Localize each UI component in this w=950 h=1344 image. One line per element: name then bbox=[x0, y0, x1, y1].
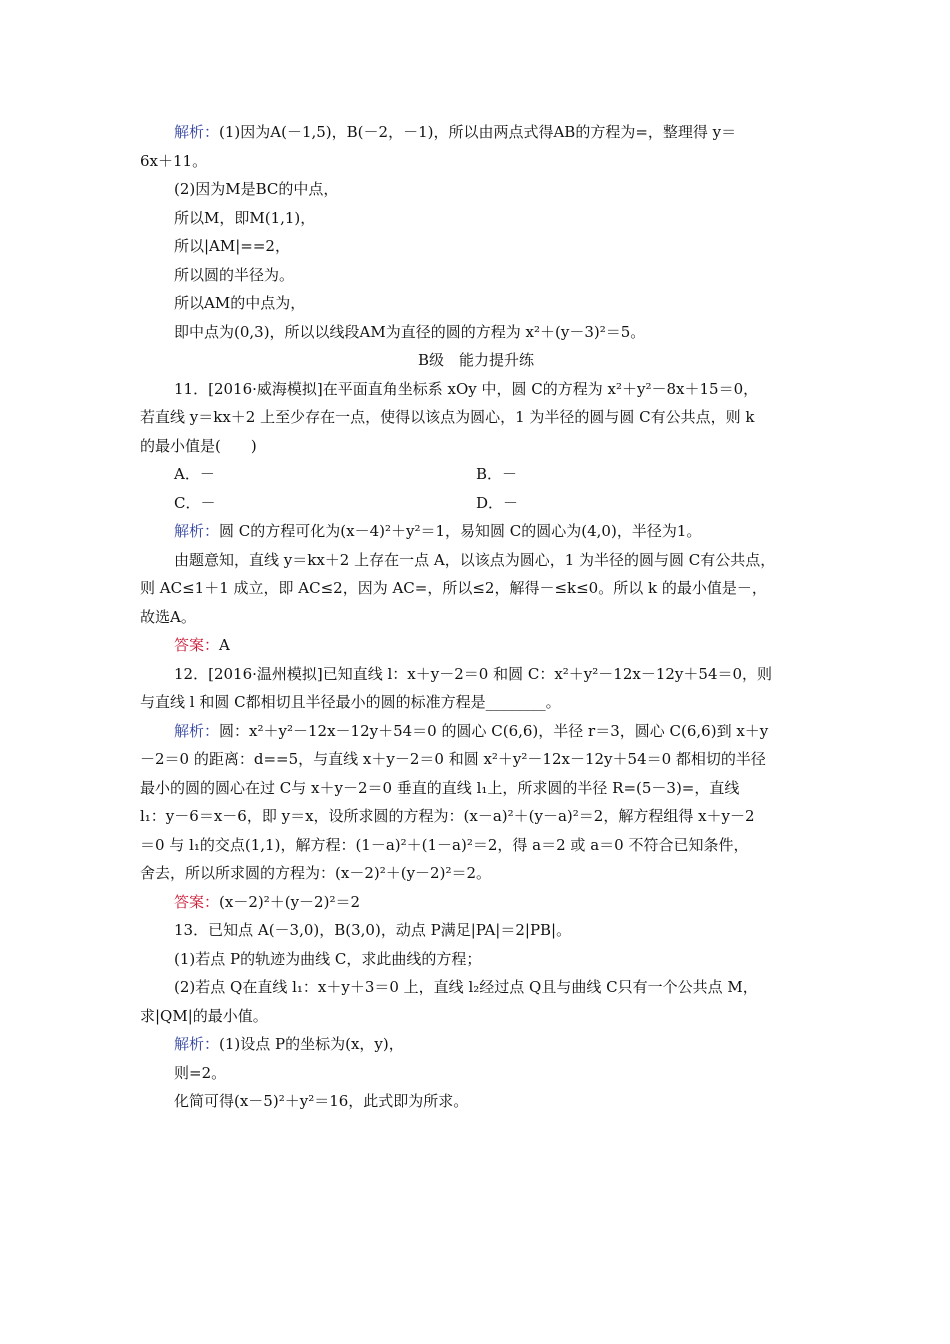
line-text: 11．[2016·威海模拟]在平面直角坐标系 xOy 中，圆 C的方程为 x²＋y²－8x＋15＝0， bbox=[174, 379, 759, 398]
analysis-label: 解析： bbox=[174, 721, 220, 740]
document-page bbox=[140, 118, 812, 1116]
line-text: (2)因为M是BC的中点， bbox=[174, 180, 339, 198]
line-text: 圆：x²＋y²－12x－12y＋54＝0 的圆心 C(6,6)，半径 r＝3，圆心 C(6,6)到 x＋y bbox=[219, 721, 769, 740]
line-text: 所以圆的半径为。 bbox=[174, 265, 295, 284]
line-text: 圆 C的方程可化为(x－4)²＋y²＝1，易知圆 C的圆心为(4,0)，半径为1。 bbox=[219, 522, 702, 540]
line-text: －2＝0 的距离：d==5，与直线 x＋y－2＝0 和圆 x²＋y²－12x－12y＋54＝0 都相切的半径 bbox=[140, 750, 766, 768]
choice-option: C．－ bbox=[174, 493, 216, 512]
line-text: (1)若点 P的轨迹为曲线 C，求此曲线的方程； bbox=[174, 949, 482, 968]
line-text: B级 能力提升练 bbox=[417, 351, 535, 369]
line-text: 舍去，所以所求圆的方程为：(x－2)²＋(y－2)²＝2。 bbox=[140, 864, 492, 882]
text-line bbox=[140, 1030, 812, 1059]
line-text: (1)设点 P的坐标为(x，y)， bbox=[219, 1035, 404, 1053]
text-line bbox=[140, 318, 812, 347]
text-line bbox=[140, 432, 812, 461]
answer-label: 答案： bbox=[174, 636, 220, 654]
line-text: 由题意知，直线 y＝kx＋2 上存在一点 A，以该点为圆心，1 为半径的圆与圆 C有公共点， bbox=[174, 550, 776, 569]
answer-label: 答案： bbox=[174, 892, 220, 911]
text-line bbox=[140, 403, 812, 432]
text-line bbox=[140, 831, 812, 860]
line-text: 6x＋11。 bbox=[140, 151, 208, 170]
text-line bbox=[140, 603, 812, 632]
line-text: 求|QM|的最小值。 bbox=[140, 1006, 268, 1025]
text-line bbox=[140, 546, 812, 575]
line-text: l₁：y－6＝x－6，即 y＝x，设所求圆的方程为：(x－a)²＋(y－a)²＝2，解方程组得 x＋y－2 bbox=[140, 807, 755, 825]
text-line bbox=[140, 574, 812, 603]
text-line bbox=[140, 1087, 812, 1116]
text-line bbox=[140, 631, 812, 660]
text-line bbox=[140, 774, 812, 803]
text-line bbox=[140, 232, 812, 261]
line-text: 13．已知点 A(－3,0)，B(3,0)，动点 P满足|PA|＝2|PB|。 bbox=[174, 921, 572, 939]
line-text: 若直线 y＝kx＋2 上至少存在一点，使得以该点为圆心，1 为半径的圆与圆 C有公共点，则 k bbox=[140, 408, 755, 426]
line-text: 故选A。 bbox=[140, 607, 196, 626]
line-text: 最小的圆的圆心在过 C与 x＋y－2＝0 垂直的直线 l₁上，所求圆的半径 R=(5－3)=，直线 bbox=[140, 778, 740, 797]
line-text: A bbox=[219, 636, 230, 654]
analysis-label: 解析： bbox=[174, 1035, 220, 1053]
section-heading bbox=[140, 346, 812, 375]
line-text: 即中点为(0,3)，所以以线段AM为直径的圆的方程为 x²＋(y－3)²＝5。 bbox=[174, 322, 646, 341]
text-line bbox=[140, 118, 812, 147]
line-text: (x－2)²＋(y－2)²＝2 bbox=[219, 892, 361, 911]
analysis-label: 解析： bbox=[174, 522, 220, 540]
text-line bbox=[140, 973, 812, 1002]
text-line bbox=[140, 660, 812, 689]
text-line bbox=[140, 375, 812, 404]
choice-option: A．－ bbox=[174, 465, 215, 483]
line-text: (2)若点 Q在直线 l₁：x＋y＋3＝0 上，直线 l₂经过点 Q且与曲线 C只有一个公共点 M， bbox=[174, 978, 758, 996]
text-line bbox=[140, 175, 812, 204]
line-text: 12．[2016·温州模拟]已知直线 l：x＋y－2＝0 和圆 C：x²＋y²－12x－12y＋54＝0，则 bbox=[174, 664, 773, 683]
text-line bbox=[140, 688, 812, 717]
line-text: ＝0 与 l₁的交点(1,1)，解方程：(1－a)²＋(1－a)²＝2，得 a＝2 或 a＝0 不符合已知条件， bbox=[140, 835, 749, 854]
text-line bbox=[140, 1059, 812, 1088]
text-line bbox=[140, 147, 812, 176]
choice-option: B．－ bbox=[476, 465, 518, 483]
text-line bbox=[140, 745, 812, 774]
text-line bbox=[140, 945, 812, 974]
text-line bbox=[140, 1002, 812, 1031]
text-line bbox=[140, 717, 812, 746]
line-text: (1)因为A(－1,5)，B(－2，－1)，所以由两点式得AB的方程为=，整理得 y＝ bbox=[219, 123, 737, 141]
choice-options-row bbox=[140, 489, 812, 518]
text-line bbox=[140, 859, 812, 888]
line-text: 化简可得(x－5)²＋y²＝16，此式即为所求。 bbox=[174, 1092, 469, 1110]
text-line bbox=[140, 888, 812, 917]
text-line bbox=[140, 916, 812, 945]
text-line bbox=[140, 289, 812, 318]
choice-option: D．－ bbox=[476, 493, 519, 512]
line-text: 所以M，即M(1,1)， bbox=[174, 208, 316, 227]
line-text: 所以|AM|==2， bbox=[174, 237, 290, 255]
choice-options-row bbox=[140, 460, 812, 489]
line-text: 的最小值是( ) bbox=[140, 436, 257, 455]
text-line bbox=[140, 802, 812, 831]
line-text: 所以AM的中点为， bbox=[174, 294, 306, 312]
text-line bbox=[140, 261, 812, 290]
analysis-label: 解析： bbox=[174, 123, 220, 141]
line-text: 与直线 l 和圆 C都相切且半径最小的圆的标准方程是________。 bbox=[140, 693, 561, 711]
text-line bbox=[140, 204, 812, 233]
line-text: 则 AC≤1＋1 成立，即 AC≤2，因为 AC=，所以≤2，解得－≤k≤0。所以 k 的最小值是－， bbox=[140, 579, 767, 597]
text-line bbox=[140, 517, 812, 546]
line-text: 则=2。 bbox=[174, 1063, 227, 1082]
